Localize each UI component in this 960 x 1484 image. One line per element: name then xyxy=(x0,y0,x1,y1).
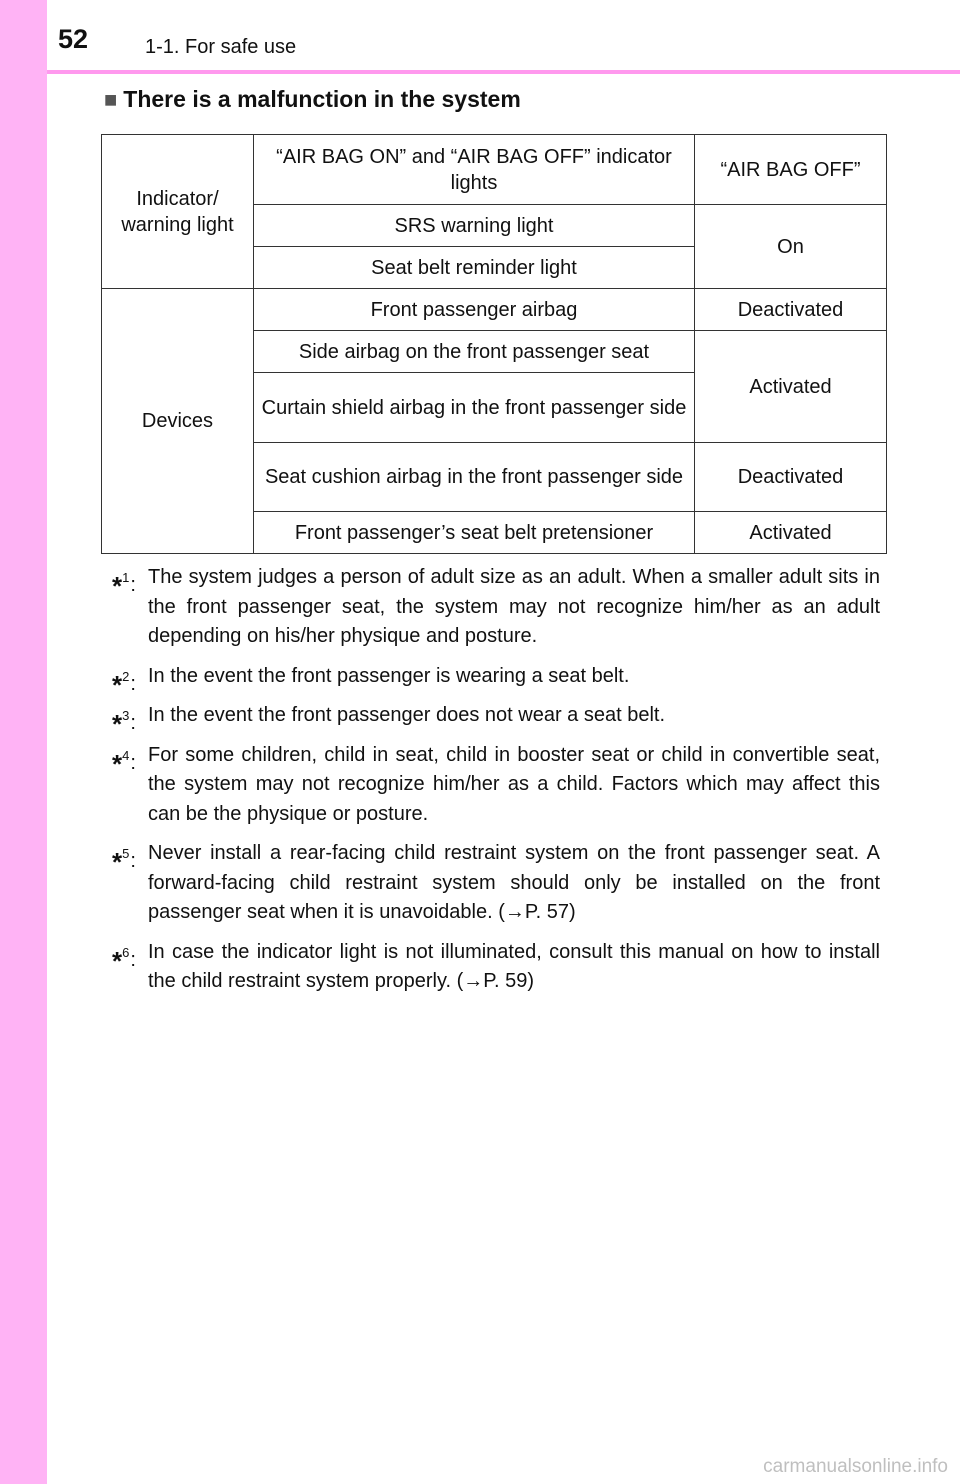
state-cell: Activated xyxy=(695,331,887,443)
footnote-marker: *$^2$: xyxy=(112,668,136,700)
table-row xyxy=(102,289,887,331)
header-rule xyxy=(47,70,960,74)
footnote xyxy=(112,701,880,739)
footnote xyxy=(112,839,880,928)
heading-text: There is a malfunction in the system xyxy=(123,86,521,112)
on-cell: On xyxy=(695,205,887,289)
footnote-marker: *$^1$: xyxy=(112,570,136,601)
section-title: 1-1. For safe use xyxy=(145,36,297,58)
state-cell: Deactivated xyxy=(695,443,887,512)
footnote-marker: *$^4$: xyxy=(112,747,136,779)
section-heading xyxy=(104,86,521,113)
footnote xyxy=(112,938,880,997)
srs-light-cell: SRS warning light xyxy=(254,205,695,247)
footnote-text: The system judges a person of adult size as an adult. When a smaller adult sits in the front passenger seat, the system may not recognize him/her as an adult depending on his/her physique and posture. xyxy=(148,566,880,647)
device-cell: Front passenger airbag xyxy=(254,289,695,331)
state-cell: Activated xyxy=(695,512,887,554)
seat-belt-light-cell: Seat belt reminder light xyxy=(254,247,695,289)
footnote xyxy=(112,563,880,652)
table-row xyxy=(102,135,887,205)
footnotes xyxy=(112,563,880,1007)
device-cell: Side airbag on the front passenger seat xyxy=(254,331,695,373)
footnote-marker: *$^3$: xyxy=(112,708,136,739)
devices-label-cell: Devices xyxy=(102,289,254,554)
footnote-marker: *$^6$: xyxy=(112,944,136,976)
side-color-band xyxy=(0,0,47,1484)
footnote xyxy=(112,662,880,700)
malfunction-table xyxy=(101,134,887,554)
airbag-lights-cell: “AIR BAG ON” and “AIR BAG OFF” indicator lights xyxy=(254,135,695,205)
device-cell: Seat cushion airbag in the front passenger side xyxy=(254,443,695,512)
device-cell: Front passenger’s seat belt pretensioner xyxy=(254,512,695,554)
device-cell: Curtain shield airbag in the front passenger side xyxy=(254,373,695,443)
footnote-text: In the event the front passenger does not wear a seat belt. xyxy=(148,704,666,726)
footnote-text: In case the indicator light is not illuminated, consult this manual on how to install the child restraint system properly. (→P. 59) xyxy=(148,940,880,992)
footnote-text: Never install a rear-facing child restraint system on the front passenger seat. A forward-facing child restraint system should only be installed on the front passenger seat when it is unavoidable. (→P. 57) xyxy=(148,842,880,923)
footnote xyxy=(112,741,880,830)
page-number: 52 xyxy=(58,24,89,54)
footnote-marker: *$^5$: xyxy=(112,846,136,877)
footnote-text: In the event the front passenger is wearing a seat belt. xyxy=(148,664,630,687)
footnote-text: For some children, child in seat, child in booster seat or child in convertible seat, the system may not recognize him/her as a child. Factors which may affect this can be the physique or posture. xyxy=(148,743,880,825)
square-bullet-icon: ■ xyxy=(104,86,118,112)
watermark: carmanualsonline.info xyxy=(763,1456,948,1477)
state-cell: Deactivated xyxy=(695,289,887,331)
indicator-label-cell: Indicator/ warning light xyxy=(102,135,254,289)
airbag-off-cell: “AIR BAG OFF” xyxy=(695,135,887,205)
